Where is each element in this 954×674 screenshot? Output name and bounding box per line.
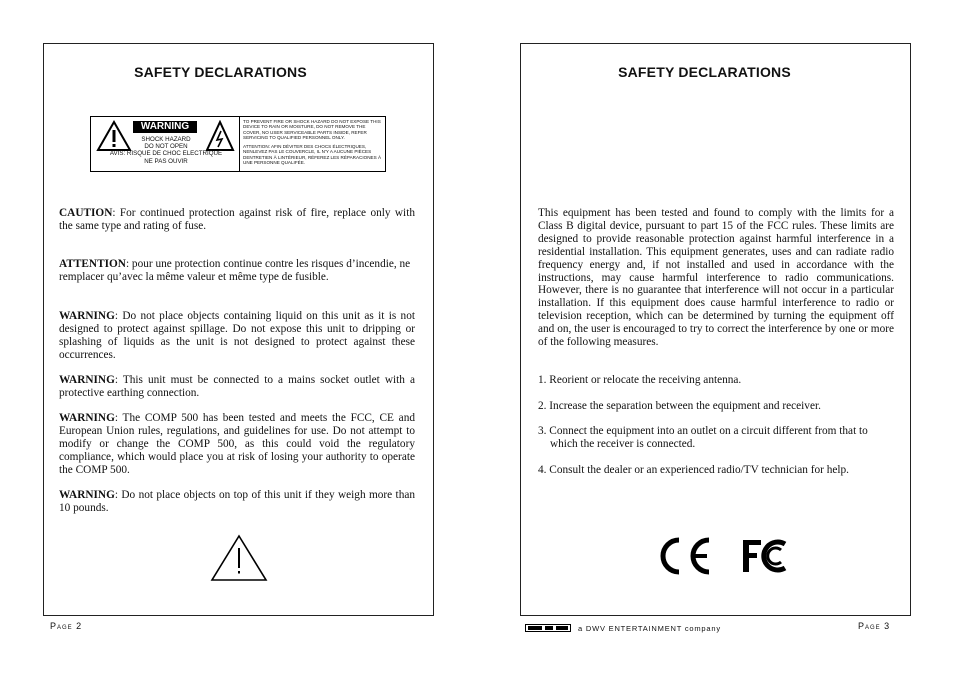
warning-paragraph-liquid <box>59 310 415 362</box>
warning-line: NE PAS OUVIR <box>144 157 188 165</box>
warning-line: DO NOT OPEN <box>144 143 188 151</box>
warning-line: AVIS: RISQUE DE CHOC ELECTRIQUE <box>109 150 223 158</box>
page-title: SAFETY DECLARATIONS <box>134 64 307 80</box>
warning-left-text <box>101 136 231 165</box>
brand-tagline: a DWV ENTERTAINMENT company <box>578 624 721 633</box>
paragraph-label: WARNING <box>59 310 115 322</box>
right-page <box>520 43 911 616</box>
warning-paragraph-weight <box>59 489 415 515</box>
page-number-left: Page 2 <box>50 621 83 631</box>
brand-logo <box>525 624 571 632</box>
paragraph-text: : For continued protection against risk of fire, replace only with the same type and rating of fuse. <box>59 207 415 232</box>
paragraph-label: CAUTION <box>59 207 113 219</box>
caution-triangle-icon <box>210 534 268 582</box>
warning-english-text: TO PREVENT FIRE OR SHOCK HAZARD DO NOT EXPOSE THIS DEVICE TO RAIN OR MOISTURE, DO NOT REMOVE THE COVER, NO USER SERVICEABLE PARTS INSIDE, REFER SERVICING TO QUALIFIED PERSONNEL ONLY. <box>243 119 381 140</box>
caution-paragraph <box>59 207 415 233</box>
page-number-right: Page 3 <box>858 621 891 631</box>
measure-item: 1. Reorient or relocate the receiving antenna. <box>538 374 742 386</box>
warning-line: SHOCK HAZARD <box>141 136 191 143</box>
warning-paragraph-earthing <box>59 374 415 400</box>
measure-item: 2. Increase the separation between the equipment and receiver. <box>538 400 821 412</box>
paragraph-label: WARNING <box>59 489 115 501</box>
warning-badge: WARNING <box>133 121 197 133</box>
ce-mark-icon <box>655 536 713 576</box>
paragraph-label: WARNING <box>59 374 115 386</box>
fcc-intro-paragraph: This equipment has been tested and found to comply with the limits for a Class B digital device, pursuant to part 15 of the FCC rules. These limits are designed to provide reasonable protection against harmful interference in a residential installation. This equipment generates, uses and can radiate radio frequency energy and, if not installed and used in accordance with the instructions, may cause harmful interference to radio communications. However, there is no guarantee that interference will not occur in a particular installation. If this equipment does cause harmful interference to radio or television reception, which can be determined by turning the equipment off and on, the user is encouraged to try to correct the interference by one or more of the following measures. <box>538 207 894 349</box>
measure-item: 3. Connect the equipment into an outlet on a circuit different from that to which the receiver is connected. <box>538 425 868 450</box>
warning-label-left <box>91 117 240 171</box>
warning-label <box>90 116 386 172</box>
paragraph-label: WARNING <box>59 412 115 424</box>
paragraph-text: : This unit must be connected to a mains socket outlet with a protective earthing connection. <box>59 374 415 399</box>
warning-label-right <box>241 117 385 171</box>
warning-french-text: ATTENTION: AFIN DÉVITER DES CHOCS ÉLECTRIQUES, NENLEVEZ PAS LE COUVERCLE, IL N'Y A AUCUNE PIÈCES DENTRETIEN À LINTÉRIEUR, RÉFEREZ LES RÉPARACIONES À UNE PERSONNE QUALIFÉE. <box>243 144 382 166</box>
page-title: SAFETY DECLARATIONS <box>618 64 791 80</box>
paragraph-text: : The COMP 500 has been tested and meets the FCC, CE and European Union rules, regulations, and guidelines for use. Do not attempt to modify or change the COMP 500, as this could void the regulatory compliance, which would place you at risk of losing your authority to operate the COMP 500. <box>59 412 415 476</box>
paragraph-text: : Do not place objects containing liquid on this unit as it is not designed to protect against spillage. Do not expose this unit to dripping or splashing of liquids as the unit is not designed to protect against these occurrences. <box>59 310 415 361</box>
paragraph-label: ATTENTION <box>59 258 126 270</box>
warning-paragraph-compliance <box>59 412 415 477</box>
paragraph-text: : Do not place objects on top of this unit if they weigh more than 10 pounds. <box>59 489 415 514</box>
fcc-mark-icon <box>741 536 791 576</box>
measure-item: 4. Consult the dealer or an experienced radio/TV technician for help. <box>538 464 849 476</box>
paragraph-text: : pour une protection continue contre les risques d’incendie, ne remplacer qu’avec la même valeur et même type de fusible. <box>59 258 411 283</box>
attention-paragraph <box>59 258 415 284</box>
left-page <box>43 43 434 616</box>
